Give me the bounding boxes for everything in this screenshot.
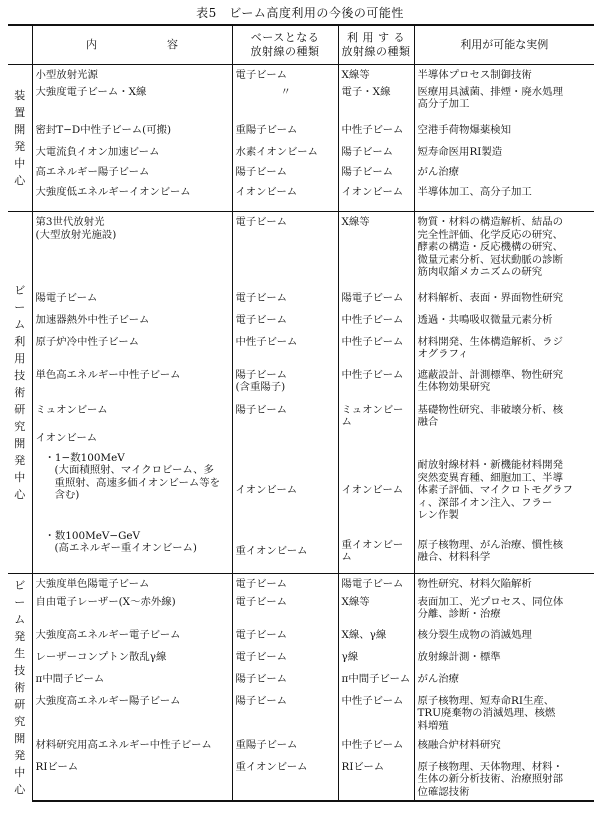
header-example: 利用が可能な実例 [414, 25, 594, 65]
section-category-label: 装置開発中心 [14, 89, 26, 187]
example-line: 生体物効果研究 [417, 381, 491, 394]
used-radiation-line: X線、γ線 [341, 628, 387, 641]
table-row [8, 404, 594, 432]
section-category [8, 574, 32, 801]
content-cell [32, 212, 232, 292]
base-radiation-line: 陽子ビーム [235, 165, 288, 178]
content-cell [32, 695, 232, 739]
section-category-label: ビーム利用技術研究開発中心 [14, 284, 26, 501]
content-line: 原子炉冷中性子ビーム [35, 335, 139, 348]
example-cell [414, 314, 594, 336]
base-radiation-cell [232, 292, 338, 314]
example-cell [414, 369, 594, 404]
used-radiation-cell [338, 452, 414, 530]
used-radiation-cell [338, 574, 414, 596]
content-cell [32, 404, 232, 432]
used-radiation-cell [338, 651, 414, 673]
used-radiation-cell [338, 65, 414, 86]
content-cell [32, 761, 232, 801]
used-radiation-cell [338, 629, 414, 651]
section-category [8, 212, 32, 574]
used-radiation-cell [338, 596, 414, 629]
content-line: 第3世代放射光 [35, 216, 105, 228]
content-line: 重照射、高速多価イオンビーム等を [54, 476, 221, 489]
base-radiation-cell [232, 673, 338, 695]
used-radiation-line: X線等 [341, 595, 370, 608]
base-radiation-cell [232, 186, 338, 212]
used-radiation-cell [338, 86, 414, 124]
base-radiation-line: 電子ビーム [235, 650, 288, 663]
used-radiation-line: イオンビーム [341, 484, 404, 497]
base-radiation-cell [232, 739, 338, 761]
content-cell [32, 629, 232, 651]
example-cell [414, 695, 594, 739]
content-cell [32, 314, 232, 336]
section-category [8, 65, 32, 212]
base-radiation-line: 重陽子ビーム [235, 738, 298, 751]
base-radiation-cell [232, 314, 338, 336]
table-row [8, 86, 594, 124]
base-radiation-cell [232, 369, 338, 404]
used-radiation-cell [338, 336, 414, 369]
used-radiation-cell [338, 761, 414, 801]
content-cell [32, 651, 232, 673]
table-row [8, 146, 594, 166]
base-radiation-line: 陽子ビーム [235, 368, 288, 381]
example-line: 物質・材料の構造解析、結晶の [417, 216, 563, 228]
used-radiation-line: 中性子ビーム [341, 335, 404, 348]
header-use-line1: 利 用 す る [347, 31, 405, 44]
used-radiation-cell [338, 314, 414, 336]
table-row [8, 432, 594, 452]
example-line: 半導体プロセス制御技術 [417, 69, 532, 81]
used-radiation-line: 電子・X線 [341, 85, 391, 98]
table-row [8, 292, 594, 314]
content-cell [32, 146, 232, 166]
used-radiation-line: 中性子ビーム [341, 738, 404, 751]
content-line: 大強度高エネルギー陽子ビーム [35, 694, 181, 707]
table-row [8, 124, 594, 146]
content-line: (大面積照射、マイクロビーム、多 [54, 464, 214, 477]
content-cell [32, 673, 232, 695]
base-radiation-cell [232, 695, 338, 739]
table-row [8, 186, 594, 212]
example-line: 表面加工、光プロセス、同位体 [417, 595, 564, 608]
example-cell [414, 186, 594, 212]
content-line: 大強度電子ビーム・X線 [35, 85, 147, 98]
example-line: 核分裂生成物の消滅処理 [417, 628, 532, 641]
content-cell [32, 65, 232, 86]
used-radiation-line: 陽電子ビーム [341, 291, 404, 304]
example-line: 空港手荷物爆薬検知 [417, 123, 512, 136]
base-radiation-cell [232, 761, 338, 801]
base-radiation-cell [232, 574, 338, 596]
used-radiation-cell [338, 404, 414, 432]
used-radiation-cell [338, 369, 414, 404]
used-radiation-cell [338, 146, 414, 166]
base-radiation-line: イオンビーム [235, 484, 298, 497]
header-row [8, 25, 594, 65]
used-radiation-line: 中性子ビーム [341, 368, 404, 381]
content-line: π中間子ビーム [35, 672, 105, 685]
section-1 [8, 65, 594, 212]
example-cell [414, 596, 594, 629]
content-line: 陽電子ビーム [35, 291, 98, 304]
example-cell [414, 404, 594, 432]
base-radiation-line: 重イオンビーム [235, 760, 308, 773]
table-row [8, 651, 594, 673]
header-content-b: 容 [167, 38, 178, 51]
base-radiation-line: 電子ビーム [235, 628, 288, 641]
content-line: 含む) [54, 489, 80, 502]
base-radiation-cell [232, 124, 338, 146]
example-line: 原子核物理、がん治療、慣性核 [417, 538, 563, 551]
base-radiation-cell [232, 212, 338, 292]
table-row [8, 574, 594, 596]
header-base [232, 25, 338, 65]
example-line: 耐放射線材料・新機能材料開発 [417, 459, 563, 472]
used-radiation-cell [338, 292, 414, 314]
content-cell [32, 124, 232, 146]
used-radiation-cell [338, 432, 414, 452]
example-line: 融合、材料科学 [417, 551, 491, 564]
example-line: 原子核物理、天体物理、材料・ [417, 760, 563, 773]
example-line: 放射線計測・標準 [417, 650, 501, 663]
table-row [8, 596, 594, 629]
table-row [8, 530, 594, 574]
example-line: 材料開発、生体構造解析、ラジ [417, 335, 563, 348]
example-line: 筋肉収縮メカニズムの研究 [417, 266, 543, 279]
table-title: 表5 ビーム高度利用の今後の可能性 [196, 6, 404, 20]
base-radiation-line: 〃 [280, 85, 291, 98]
content-cell [32, 292, 232, 314]
table-row [8, 452, 594, 530]
base-radiation-line: イオンビーム [235, 185, 298, 198]
header-base-line1: ベースとなる [250, 31, 320, 44]
content-line: 単色高エネルギー中性子ビーム [35, 368, 181, 381]
content-cell [32, 739, 232, 761]
base-radiation-line: 電子ビーム [235, 578, 288, 590]
content-line: 大強度低エネルギーイオンビーム [35, 185, 191, 198]
content-line: (大型放射光施設) [35, 228, 117, 241]
beam-utilization-table [8, 24, 594, 802]
content-line: (高エネルギー重イオンビーム) [54, 542, 197, 555]
used-radiation-line: π中間子ビーム [341, 672, 411, 685]
used-radiation-line: X線等 [341, 216, 370, 228]
example-line: 基礎物性研究、非破壊分析、核 [417, 403, 563, 416]
content-line: 自由電子レーザー(X〜赤外線) [35, 595, 176, 608]
content-line: イオンビーム [35, 431, 98, 444]
example-line: ィ、深部イオン注入、フラー [417, 496, 553, 509]
example-cell [414, 336, 594, 369]
used-radiation-cell [338, 673, 414, 695]
content-line: 材料研究用高エネルギー中性子ビーム [35, 738, 212, 751]
example-line: 分離、診断・治療 [417, 608, 501, 621]
example-line: レン作製 [417, 509, 459, 522]
example-cell [414, 166, 594, 186]
content-line: 高エネルギー陽子ビーム [35, 165, 150, 178]
content-line: 小型放射光源 [35, 69, 98, 81]
used-radiation-line: 中性子ビーム [341, 694, 404, 707]
example-cell [414, 761, 594, 801]
used-radiation-cell [338, 695, 414, 739]
base-radiation-line: 陽子ビーム [235, 694, 288, 707]
example-cell [414, 574, 594, 596]
example-line: 材料解析、表面・界面物性研究 [417, 291, 563, 304]
base-radiation-cell [232, 336, 338, 369]
content-line: ・数100MeV−GeV [44, 529, 141, 542]
example-cell [414, 124, 594, 146]
example-line: 突然変異育種、細胞加工、半導 [417, 471, 563, 484]
base-radiation-cell [232, 86, 338, 124]
example-line: 完全性評価、化学反応の研究、 [417, 228, 563, 241]
example-cell [414, 86, 594, 124]
example-line: がん治療 [417, 672, 460, 685]
example-line: がん治療 [417, 165, 460, 178]
content-line: RIビーム [35, 760, 79, 773]
used-radiation-line: γ線 [341, 650, 359, 663]
example-line: 核融合炉材料研究 [417, 738, 501, 751]
example-cell [414, 292, 594, 314]
base-radiation-line: 重陽子ビーム [235, 123, 298, 136]
table-row [8, 629, 594, 651]
content-cell [32, 596, 232, 629]
section-2 [8, 212, 594, 574]
table-row [8, 695, 594, 739]
content-cell [32, 186, 232, 212]
base-radiation-line: 電子ビーム [235, 216, 288, 228]
header-category [8, 25, 32, 65]
used-radiation-cell [338, 186, 414, 212]
table-row [8, 166, 594, 186]
base-radiation-cell [232, 65, 338, 86]
base-radiation-line: 陽子ビーム [235, 403, 288, 416]
header-use [338, 25, 414, 65]
example-line: 医療用具滅菌、排煙・廃水処理 [417, 85, 563, 98]
base-radiation-line: 電子ビーム [235, 69, 288, 81]
used-radiation-cell [338, 166, 414, 186]
table-row [8, 336, 594, 369]
base-radiation-line: 重イオンビーム [235, 544, 308, 557]
section-category-label: ビーム発生技術研究開発中心 [14, 578, 26, 796]
example-cell [414, 530, 594, 574]
example-line: オグラフィ [417, 348, 469, 361]
table-row [8, 212, 594, 292]
table-row [8, 761, 594, 801]
section-3 [8, 574, 594, 801]
table-row [8, 314, 594, 336]
base-radiation-line: 水素イオンビーム [235, 145, 318, 158]
example-cell [414, 65, 594, 86]
content-line: レーザーコンプトン散乱γ線 [35, 650, 167, 663]
base-radiation-line: 中性子ビーム [235, 335, 298, 348]
example-line: 半導体加工、高分子加工 [417, 185, 532, 198]
base-radiation-cell [232, 651, 338, 673]
base-radiation-line: 電子ビーム [235, 291, 288, 304]
content-cell [32, 452, 232, 530]
table-row [8, 369, 594, 404]
header-base-line2: 放射線の種類 [250, 45, 320, 58]
example-line: 短寿命医用RI製造 [417, 145, 503, 158]
example-cell [414, 629, 594, 651]
example-line: 高分子加工 [417, 98, 470, 111]
base-radiation-cell [232, 530, 338, 574]
example-line: 透過・共鳴吸収微量元素分析 [417, 313, 553, 326]
base-radiation-cell [232, 452, 338, 530]
table-row [8, 673, 594, 695]
content-line: ・1−数100MeV [44, 451, 125, 464]
content-line: 加速器熱外中性子ビーム [35, 313, 150, 326]
base-radiation-line: 電子ビーム [235, 595, 288, 608]
base-radiation-line: 陽子ビーム [235, 672, 288, 685]
example-line: 微量元素分析、冠状動脈の診断 [417, 253, 563, 266]
used-radiation-cell [338, 212, 414, 292]
used-radiation-line: 陽電子ビーム [341, 578, 404, 590]
base-radiation-cell [232, 596, 338, 629]
content-cell [32, 86, 232, 124]
content-cell [32, 369, 232, 404]
content-line: 大電流負イオン加速ビーム [35, 145, 160, 158]
used-radiation-line: ミュオンビーム [341, 403, 404, 429]
content-cell [32, 530, 232, 574]
content-cell [32, 336, 232, 369]
example-line: 体素子評価、マイクロトモグラフ [417, 484, 573, 497]
header-use-line2: 放射線の種類 [341, 45, 411, 58]
example-line: 融合 [417, 416, 439, 429]
example-line: 酵素の構造・反応機構の研究、 [417, 241, 563, 254]
example-cell [414, 452, 594, 530]
used-radiation-line: 重イオンビーム [341, 538, 404, 564]
table-row [8, 739, 594, 761]
header-content [32, 25, 232, 65]
used-radiation-cell [338, 124, 414, 146]
header-content-a: 内 [86, 38, 97, 51]
example-line: 遮蔽設計、計測標準、物性研究 [417, 368, 563, 381]
example-line: 生体の新分析技術、治療照射部 [417, 773, 563, 786]
used-radiation-cell [338, 739, 414, 761]
content-line: 大強度高エネルギー電子ビーム [35, 628, 181, 641]
base-radiation-cell [232, 146, 338, 166]
used-radiation-line: X線等 [341, 69, 370, 81]
example-line: 原子核物理、短寿命RI生産、 [417, 694, 555, 707]
base-radiation-cell [232, 404, 338, 432]
example-cell [414, 651, 594, 673]
example-line: TRU廃棄物の消滅処理、核燃 [417, 707, 556, 720]
used-radiation-line: 中性子ビーム [341, 313, 404, 326]
used-radiation-line: 中性子ビーム [341, 123, 404, 136]
content-line: 密封T−D中性子ビーム(可搬) [35, 123, 172, 136]
example-cell [414, 432, 594, 452]
example-line: 物性研究、材料欠陥解析 [417, 578, 532, 590]
content-cell [32, 432, 232, 452]
example-cell [414, 673, 594, 695]
example-line: 料増殖 [417, 719, 449, 732]
content-cell [32, 166, 232, 186]
content-line: ミュオンビーム [35, 403, 108, 416]
base-radiation-cell [232, 629, 338, 651]
base-radiation-line: (含重陽子) [235, 381, 286, 394]
example-cell [414, 212, 594, 292]
used-radiation-line: 陽子ビーム [341, 145, 394, 158]
used-radiation-line: イオンビーム [341, 185, 404, 198]
content-line: 大強度単色陽電子ビーム [35, 578, 150, 590]
base-radiation-line: 電子ビーム [235, 313, 288, 326]
used-radiation-cell [338, 530, 414, 574]
content-cell [32, 574, 232, 596]
example-line: 位確認技術 [417, 785, 470, 798]
base-radiation-cell [232, 432, 338, 452]
used-radiation-line: RIビーム [341, 760, 385, 773]
table-row [8, 65, 594, 86]
example-cell [414, 146, 594, 166]
example-cell [414, 739, 594, 761]
used-radiation-line: 陽子ビーム [341, 165, 394, 178]
base-radiation-cell [232, 166, 338, 186]
